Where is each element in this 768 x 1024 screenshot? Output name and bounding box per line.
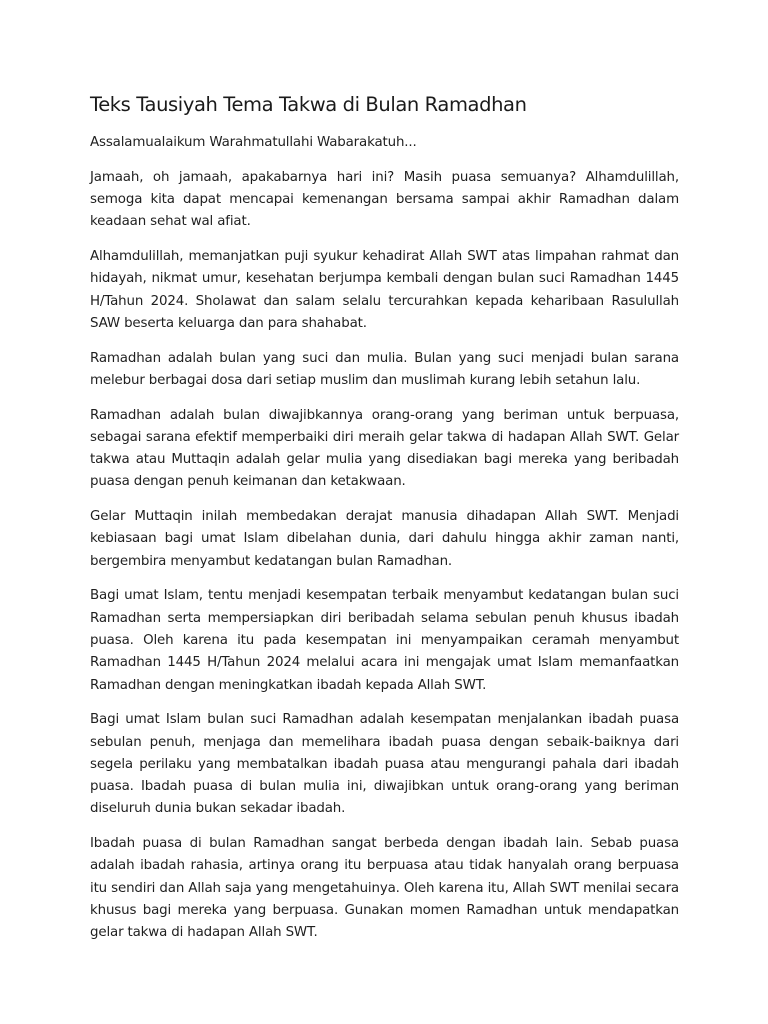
paragraph-opportunity: Bagi umat Islam, tentu menjadi kesempatan terbaik menyambut kedatangan bulan suci Ramadhan serta mempersiapkan diri beribadah selama sebulan penuh khusus ibadah puasa. Oleh karena itu pada kesempatan ini menyampaikan ceramah menyambut Ramadhan 1445 H/Tahun 2024 melalui acara ini mengajak umat Islam memanfaatkan Ramadhan dengan meningkatkan ibadah kepada Allah SWT. bbox=[90, 588, 679, 693]
paragraph-opening: Jamaah, oh jamaah, apakabarnya hari ini? Masih puasa semuanya? Alhamdulillah, semoga kita dapat mencapai kemenangan bersama sampai akhir Ramadhan dalam keadaan sehat wal afiat. bbox=[90, 169, 679, 230]
paragraph-ramadhan-obligation: Ramadhan adalah bulan diwajibkannya orang-orang yang beriman untuk berpuasa, sebagai sarana efektif memperbaiki diri meraih gelar takwa di hadapan Allah SWT. Gelar takwa atau Muttaqin adalah gelar mulia yang disediakan bagi mereka yang beribadah puasa dengan penuh keimanan dan ketakwaan. bbox=[90, 407, 679, 490]
paragraph-secret-worship: Ibadah puasa di bulan Ramadhan sangat berbeda dengan ibadah lain. Sebab puasa adalah ibadah rahasia, artinya orang itu berpuasa atau tidak hanyalah orang berpuasa itu sendiri dan Allah saja yang mengetahuinya. Oleh karena itu, Allah SWT menilai secara khusus bagi mereka yang berpuasa. Gunakan momen Ramadhan untuk mendapatkan gelar takwa di hadapan Allah SWT. bbox=[90, 836, 679, 941]
paragraph-muttaqin: Gelar Muttaqin inilah membedakan derajat manusia dihadapan Allah SWT. Menjadi kebiasaan bagi umat Islam dibelahan dunia, dari dahulu hingga akhir zaman nanti, bergembira menyambut kedatangan bulan Ramadhan. bbox=[90, 509, 679, 569]
document-title: Teks Tausiyah Tema Takwa di Bulan Ramadhan bbox=[90, 93, 527, 116]
paragraph-ramadhan-holy: Ramadhan adalah bulan yang suci dan mulia. Bulan yang suci menjadi bulan sarana melebur berbagai dosa dari setiap muslim dan muslimah kurang lebih setahun lalu. bbox=[90, 350, 679, 388]
paragraph-fasting-month: Bagi umat Islam bulan suci Ramadhan adalah kesempatan menjalankan ibadah puasa sebulan penuh, menjaga dan memelihara ibadah puasa dengan sebaik-baiknya dari segela perilaku yang membatalkan ibadah puasa atau mengurangi pahala dari ibadah puasa. Ibadah puasa di bulan mulia ini, diwajibkan untuk orang-orang yang beriman diseluruh dunia bukan sekadar ibadah. bbox=[90, 712, 679, 817]
paragraph-gratitude: Alhamdulillah, memanjatkan puji syukur kehadirat Allah SWT atas limpahan rahmat dan hidayah, nikmat umur, kesehatan berjumpa kembali dengan bulan suci Ramadhan 1445 H/Tahun 2024. Sholawat dan salam selalu tercurahkan kepada keharibaan Rasulullah SAW beserta keluarga dan para shahabat. bbox=[90, 248, 679, 331]
paragraph-greeting: Assalamualaikum Warahmatullahi Wabarakatuh... bbox=[90, 135, 417, 150]
document-page bbox=[90, 92, 679, 957]
